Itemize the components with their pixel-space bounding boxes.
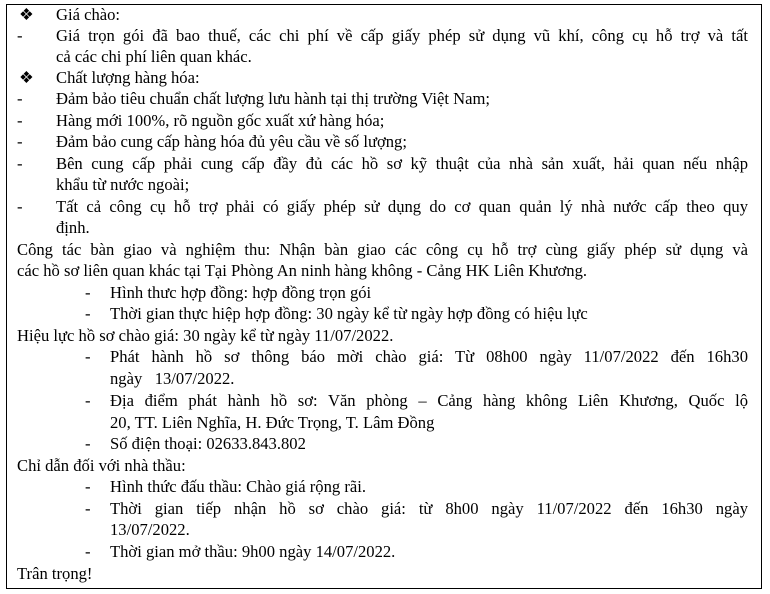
section-title-quality: Chất lượng hàng hóa: — [56, 68, 200, 87]
place-line-2: 20, TT. Liên Nghĩa, H. Đức Trọng, T. Lâm Đồng — [110, 413, 435, 432]
receive-line-1: Thời gian tiếp nhận hồ sơ chào giá: từ 8h00 ngày 11/07/2022 đến 16h30 ngày — [110, 499, 748, 518]
phone-number: Số điện thoại: 02633.843.802 — [110, 434, 306, 453]
handover-line-1: Công tác bàn giao và nghiệm thu: Nhận bàn giao các công cụ hỗ trợ cùng giấy phép sử dụng và — [17, 240, 748, 259]
issue-line-2: ngày 13/07/2022. — [110, 369, 235, 388]
contract-form: Hình thưc hợp đồng: hợp đồng trọn gói — [110, 283, 372, 302]
dash-bullet: - — [85, 542, 91, 561]
dash-bullet: - — [17, 89, 23, 108]
dash-bullet: - — [85, 477, 91, 496]
section-title-price: Giá chào: — [56, 5, 121, 24]
dash-bullet: - — [17, 111, 23, 130]
contract-duration: Thời gian thực hiệp hợp đồng: 30 ngày kể từ ngày hợp đồng có hiệu lực — [110, 304, 588, 323]
dash-bullet: - — [85, 283, 91, 302]
quality-item-4-line-1: Bên cung cấp phải cung cấp đầy đủ các hồ sơ kỹ thuật của nhà sản xuất, hải quan nếu nhập — [56, 154, 748, 173]
diamond-bullet-icon: ❖ — [19, 5, 34, 24]
quality-item-3: Đảm bảo cung cấp hàng hóa đủ yêu cầu về số lượng; — [56, 132, 407, 151]
guide-title: Chỉ dẫn đối với nhà thầu: — [17, 456, 186, 475]
quality-item-2: Hàng mới 100%, rõ nguồn gốc xuất xứ hàng hóa; — [56, 111, 385, 130]
closing: Trân trọng! — [17, 564, 93, 583]
dash-bullet: - — [85, 434, 91, 453]
validity: Hiệu lực hồ sơ chào giá: 30 ngày kể từ ngày 11/07/2022. — [17, 326, 394, 345]
place-line-1: Địa điểm phát hành hồ sơ: Văn phòng – Cảng hàng không Liên Khương, Quốc lộ — [110, 391, 748, 410]
price-item-line-1: Giá trọn gói đã bao thuế, các chi phí về cấp giấy phép sử dụng vũ khí, công cụ hỗ trợ và tất — [56, 26, 748, 45]
quality-item-4-line-2: khẩu từ nước ngoài; — [56, 175, 190, 194]
handover-line-2: các hồ sơ liên quan khác tại Tại Phòng An ninh hàng không - Cảng HK Liên Khương. — [17, 261, 588, 280]
quality-item-1: Đảm bảo tiêu chuẩn chất lượng lưu hành tại thị trường Việt Nam; — [56, 89, 491, 108]
dash-bullet: - — [17, 154, 23, 173]
receive-line-2: 13/07/2022. — [110, 520, 190, 539]
price-item-line-2: cả các chi phí liên quan khác. — [56, 47, 252, 66]
dash-bullet: - — [85, 347, 91, 366]
bid-opening-time: Thời gian mở thầu: 9h00 ngày 14/07/2022. — [110, 542, 396, 561]
quality-item-5-line-2: định. — [56, 218, 90, 237]
diamond-bullet-icon: ❖ — [19, 68, 34, 87]
issue-line-1: Phát hành hồ sơ thông báo mời chào giá: Từ 08h00 ngày 11/07/2022 đến 16h30 — [110, 347, 748, 366]
dash-bullet: - — [85, 304, 91, 323]
dash-bullet: - — [17, 197, 23, 216]
quality-item-5-line-1: Tất cả công cụ hỗ trợ phải có giấy phép sử dụng do cơ quan quản lý nhà nước cấp theo quy — [56, 197, 748, 216]
dash-bullet: - — [85, 499, 91, 518]
dash-bullet: - — [17, 132, 23, 151]
dash-bullet: - — [17, 26, 23, 45]
bid-form: Hình thức đấu thầu: Chào giá rộng rãi. — [110, 477, 366, 496]
dash-bullet: - — [85, 391, 91, 410]
